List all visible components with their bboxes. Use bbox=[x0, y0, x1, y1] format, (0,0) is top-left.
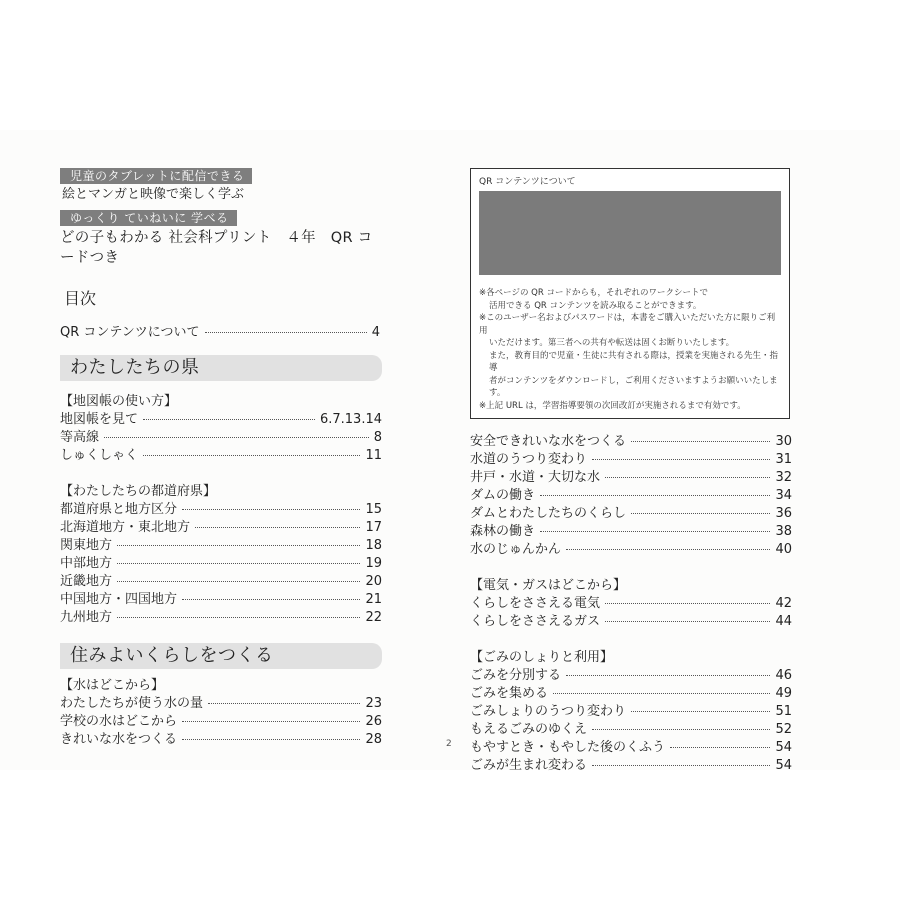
section-heading: 【電気・ガスはどこから】 bbox=[470, 578, 627, 593]
toc-entry[interactable] bbox=[470, 667, 792, 685]
toc-entry[interactable] bbox=[470, 703, 792, 721]
toc-entry[interactable] bbox=[470, 595, 792, 613]
toc-entry-page: 54 bbox=[775, 758, 792, 773]
toc-entry-title: 水道のうつり変わり bbox=[470, 452, 588, 467]
toc-entry[interactable] bbox=[60, 429, 382, 447]
toc-entry[interactable] bbox=[470, 721, 792, 739]
leader-dots bbox=[670, 747, 770, 748]
leader-dots bbox=[195, 527, 360, 528]
leader-dots bbox=[117, 545, 360, 546]
toc-entry[interactable] bbox=[470, 739, 792, 757]
leader-dots bbox=[592, 729, 770, 730]
toc-entry-title: 井戸・水道・大切な水 bbox=[470, 470, 601, 485]
toc-entry-page: 4 bbox=[371, 325, 380, 340]
toc-entry-page: 17 bbox=[365, 520, 382, 535]
toc-entry-title: 安全できれいな水をつくる bbox=[470, 434, 627, 449]
leader-dots bbox=[104, 437, 369, 438]
leader-dots bbox=[553, 693, 770, 694]
toc-entry-title: ダムの働き bbox=[470, 488, 536, 503]
toc-entry-title: 中部地方 bbox=[60, 556, 113, 571]
right-column bbox=[470, 168, 792, 775]
toc-entry-page: 38 bbox=[775, 524, 792, 539]
toc-entry-page: 18 bbox=[365, 538, 382, 553]
qr-note-line: いただけます。第三者への共有や転送は固くお断りいたします。 bbox=[489, 338, 735, 348]
leader-dots bbox=[605, 621, 770, 622]
toc-entry-page: 31 bbox=[775, 452, 792, 467]
toc-entry[interactable] bbox=[470, 451, 792, 469]
toc-entry[interactable] bbox=[60, 731, 382, 749]
toc-entry-page: 44 bbox=[775, 614, 792, 629]
toc-entry-page: 36 bbox=[775, 506, 792, 521]
toc-entry-title: もやすとき・もやした後のくふう bbox=[470, 740, 666, 755]
toc-entry-page: 52 bbox=[775, 722, 792, 737]
unit-band: 住みよいくらしをつくる bbox=[60, 643, 382, 669]
toc-entry-page: 32 bbox=[775, 470, 792, 485]
toc-entry-page: 28 bbox=[365, 732, 382, 747]
toc-entry-title: 中国地方・四国地方 bbox=[60, 592, 178, 607]
page-number: 2 bbox=[446, 739, 452, 749]
feature-tag-slow: ゆっくり ていねいに 学べる bbox=[60, 210, 237, 226]
toc-entry-page: 20 bbox=[365, 574, 382, 589]
toc-entry-title: 地図帳を見て bbox=[60, 412, 139, 427]
toc-entry[interactable] bbox=[470, 433, 792, 451]
toc-entry-title: ダムとわたしたちのくらし bbox=[470, 506, 627, 521]
toc-entry[interactable] bbox=[470, 469, 792, 487]
toc-entry-title: ごみしょりのうつり変わり bbox=[470, 704, 627, 719]
toc-entry-page: 40 bbox=[775, 542, 792, 557]
toc-entry-page: 46 bbox=[775, 668, 792, 683]
toc-entry[interactable] bbox=[60, 411, 382, 429]
toc-list bbox=[60, 411, 382, 465]
leader-dots bbox=[143, 419, 315, 420]
toc-entry-title: もえるごみのゆくえ bbox=[470, 722, 588, 737]
toc-entry-title: しゅくしゃく bbox=[60, 448, 139, 463]
qr-note-line: ※このユーザー名およびパスワードは，本書をご購入いただいた方に限りご利用 bbox=[479, 313, 776, 336]
toc-entry-title: くらしをささえるガス bbox=[470, 614, 601, 629]
toc-heading: 目次 bbox=[64, 289, 97, 308]
qr-notes bbox=[479, 287, 781, 412]
leader-dots bbox=[592, 765, 770, 766]
toc-entry[interactable] bbox=[60, 573, 382, 591]
toc-entry[interactable] bbox=[470, 685, 792, 703]
toc-entry-title: ごみを分別する bbox=[470, 668, 562, 683]
leader-dots bbox=[117, 617, 360, 618]
section-heading: 【ごみのしょりと利用】 bbox=[470, 650, 614, 665]
leader-dots bbox=[540, 531, 770, 532]
toc-entry-page: 11 bbox=[365, 448, 382, 463]
toc-entry-page: 21 bbox=[365, 592, 382, 607]
leader-dots bbox=[566, 549, 770, 550]
qr-note-line: 活用できる QR コンテンツを読み取ることができます。 bbox=[489, 300, 702, 311]
toc-entry[interactable] bbox=[470, 757, 792, 775]
leader-dots bbox=[631, 711, 770, 712]
toc-entry[interactable] bbox=[60, 555, 382, 573]
toc-list bbox=[470, 667, 792, 775]
leader-dots bbox=[605, 603, 770, 604]
leader-dots bbox=[117, 581, 360, 582]
qr-note-line: ※各ページの QR コードからも，それぞれのワークシートで bbox=[479, 288, 708, 298]
section-heading: 【わたしたちの都道府県】 bbox=[60, 484, 217, 499]
section-heading: 【地図帳の使い方】 bbox=[60, 394, 178, 409]
toc-entry[interactable] bbox=[60, 695, 382, 713]
toc-entry[interactable] bbox=[60, 537, 382, 555]
toc-entry-title: 九州地方 bbox=[60, 610, 113, 625]
toc-entry-title: 関東地方 bbox=[60, 538, 113, 553]
qr-note-line: また，教育目的で児童・生徒に共有される際は，授業を実施される先生・指導 bbox=[489, 350, 779, 373]
toc-entry[interactable] bbox=[60, 609, 382, 627]
leader-dots bbox=[117, 563, 360, 564]
toc-list bbox=[60, 695, 382, 749]
toc-entry[interactable] bbox=[60, 501, 382, 519]
toc-list bbox=[470, 433, 792, 559]
toc-entry-title: 北海道地方・東北地方 bbox=[60, 520, 191, 535]
leader-dots bbox=[631, 513, 770, 514]
toc-entry[interactable] bbox=[470, 505, 792, 523]
toc-entry[interactable] bbox=[60, 324, 382, 342]
toc-entry-title: 学校の水はどこから bbox=[60, 714, 178, 729]
leader-dots bbox=[143, 455, 360, 456]
leader-dots bbox=[182, 599, 360, 600]
toc-entry-title: わたしたちが使う水の量 bbox=[60, 696, 204, 711]
leader-dots bbox=[182, 721, 360, 722]
toc-entry-title: 都道府県と地方区分 bbox=[60, 502, 178, 517]
leader-dots bbox=[182, 509, 360, 510]
toc-entry-page: 22 bbox=[365, 610, 382, 625]
toc-entry-page: 15 bbox=[365, 502, 382, 517]
toc-list bbox=[470, 595, 792, 631]
toc-entry-title: くらしをささえる電気 bbox=[470, 596, 601, 611]
toc-entry-page: 42 bbox=[775, 596, 792, 611]
leader-dots bbox=[540, 495, 770, 496]
section-heading: 【水はどこから】 bbox=[60, 678, 165, 693]
leader-dots bbox=[631, 441, 770, 442]
toc-entry-page: 23 bbox=[365, 696, 382, 711]
toc-entry-page: 26 bbox=[365, 714, 382, 729]
toc-entry-page: 51 bbox=[775, 704, 792, 719]
feature-tag-tablet: 児童のタブレットに配信できる bbox=[60, 168, 252, 184]
book-title: どの子もわかる 社会科プリント ４年 QR コードつき bbox=[60, 230, 373, 266]
toc-entry-title: 水のじゅんかん bbox=[470, 542, 562, 557]
unit-band: わたしたちの県 bbox=[60, 355, 382, 381]
toc-entry-title: ごみを集める bbox=[470, 686, 549, 701]
toc-entry-page: 8 bbox=[373, 430, 382, 445]
toc-entry[interactable] bbox=[60, 447, 382, 465]
toc-entry-page: 6.7.13.14 bbox=[319, 412, 382, 427]
toc-entry-title: 森林の働き bbox=[470, 524, 536, 539]
qr-info-box bbox=[470, 168, 790, 419]
toc-list bbox=[60, 501, 382, 627]
leader-dots bbox=[566, 675, 770, 676]
toc-entry-page: 19 bbox=[365, 556, 382, 571]
toc-entry-page: 49 bbox=[775, 686, 792, 701]
toc-entry-title: ごみが生まれ変わる bbox=[470, 758, 588, 773]
leader-dots bbox=[205, 332, 367, 333]
toc-entry-page: 34 bbox=[775, 488, 792, 503]
qr-note-line: ※上記 URL は，学習指導要領の次回改訂が実施されるまで有効です。 bbox=[479, 400, 746, 411]
left-column bbox=[60, 165, 382, 749]
qr-placeholder-panel bbox=[479, 191, 781, 275]
toc-entry-title: 等高線 bbox=[60, 430, 100, 445]
toc-entry[interactable] bbox=[470, 613, 792, 631]
leader-dots bbox=[592, 459, 770, 460]
leader-dots bbox=[605, 477, 770, 478]
qr-box-title: QR コンテンツについて bbox=[479, 177, 576, 187]
leader-dots bbox=[182, 739, 360, 740]
leader-dots bbox=[208, 703, 360, 704]
toc-entry-page: 30 bbox=[775, 434, 792, 449]
toc-entry[interactable] bbox=[60, 591, 382, 609]
toc-entry-title: 近畿地方 bbox=[60, 574, 113, 589]
toc-entry-title: きれいな水をつくる bbox=[60, 732, 178, 747]
toc-entry[interactable] bbox=[60, 519, 382, 537]
qr-note-line: 者がコンテンツをダウンロードし，ご利用くださいますようお願いいたします。 bbox=[489, 375, 778, 398]
toc-entry[interactable] bbox=[470, 541, 792, 559]
header bbox=[60, 165, 382, 268]
toc-entry[interactable] bbox=[470, 487, 792, 505]
toc-entry-page: 54 bbox=[775, 740, 792, 755]
toc-entry-title: QR コンテンツについて bbox=[60, 325, 200, 340]
toc-entry[interactable] bbox=[60, 713, 382, 731]
toc-entry[interactable] bbox=[470, 523, 792, 541]
tagline: 絵とマンガと映像で楽しく学ぶ bbox=[62, 187, 245, 202]
